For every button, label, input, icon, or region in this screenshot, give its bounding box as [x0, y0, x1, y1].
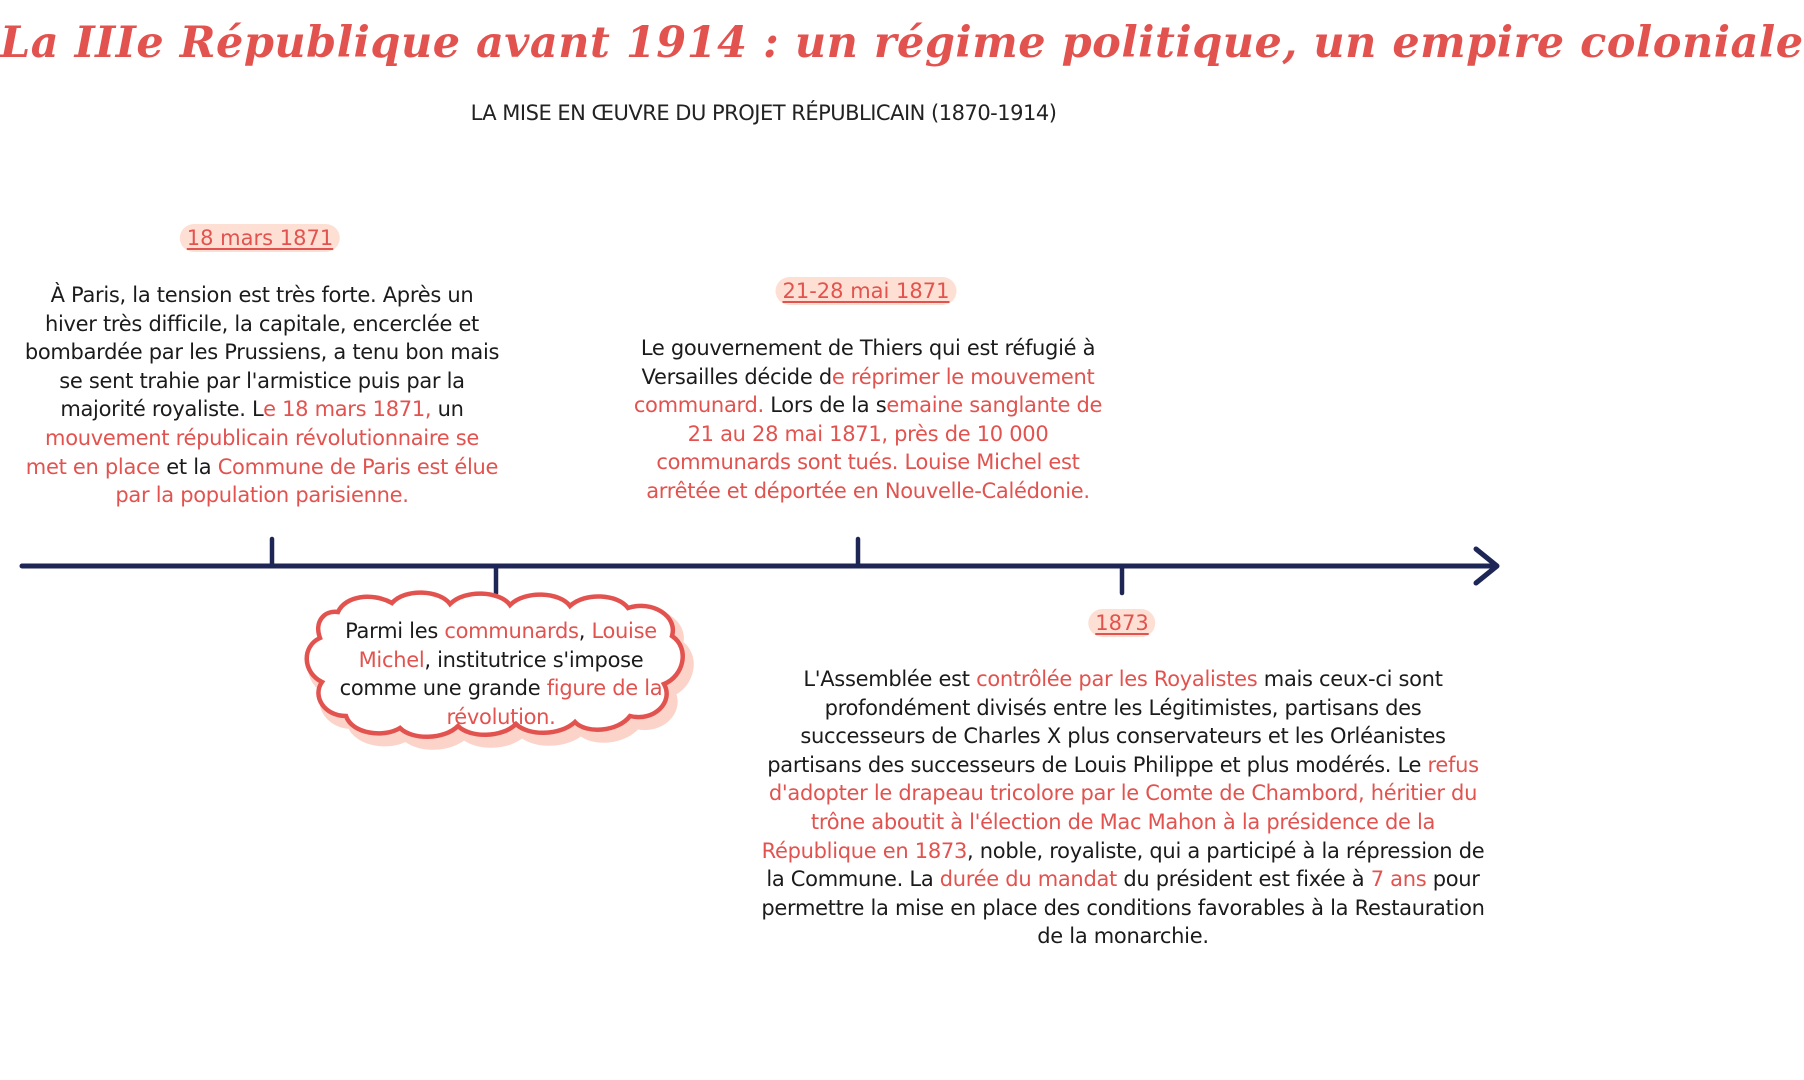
bubble-text-highlight: Louise Michel	[358, 619, 657, 672]
event-text-part: Lors de la s	[763, 393, 887, 418]
louise-michel-bubble-text	[332, 617, 670, 731]
bubble-text-highlight: figure de la révolution.	[446, 676, 663, 729]
event-text-part: Le gouvernement de Thiers qui est réfugié à Versailles décide d	[640, 336, 1096, 389]
event-text-part: pour permettre la mise en place des conditions favorables à la Restauration de la monarchie.	[761, 867, 1485, 949]
event-text-highlight: e 18 mars 1871,	[263, 397, 432, 422]
page-subtitle: LA MISE EN ŒUVRE DU PROJET RÉPUBLICAIN (1870-1914)	[470, 101, 1057, 125]
bubble-text-part: , institutrice s'impose comme une grande	[339, 647, 644, 701]
bubble-text-highlight: communards	[444, 619, 579, 643]
event-date-18-mars-1871: 18 mars 1871	[180, 224, 340, 252]
event-text-18-mars-1871	[22, 281, 502, 510]
event-text-highlight: Commune de Paris est élue par la population parisienne.	[115, 454, 499, 508]
event-text-part: un	[431, 397, 464, 422]
event-text-highlight: 7 ans	[1370, 867, 1427, 892]
event-text-part: mais ceux-ci sont profondément divisés entre les Légitimistes, partisans des successeurs de Charles X plus conservateurs et les Orléanistes partisans des successeurs de Louis Philippe et plus modérés. Le	[767, 667, 1446, 777]
event-text-highlight: emaine sanglante de 21 au 28 mai 1871, près de 10 000 communards sont tués. Louise Michel est arrêtée et déportée en Nouvelle-Calédonie.	[646, 393, 1103, 503]
event-text-part: et la	[159, 454, 218, 479]
event-text-1873	[760, 665, 1486, 951]
event-text-21-28-mai-1871	[618, 334, 1118, 506]
event-text-part: , noble, royaliste, qui a participé à la répression de la Commune. La	[766, 838, 1485, 892]
event-text-highlight: contrôlée par les Royalistes	[976, 667, 1258, 691]
event-date-1873: 1873	[1088, 609, 1155, 637]
event-text-part: L'Assemblée est	[803, 667, 977, 691]
event-text-part: À Paris, la tension est très forte. Après un hiver très difficile, la capitale, encerclée et bombardée par les Prussiens, a tenu bon mais se sent trahie par l'armistice puis par la majorité royaliste. L	[24, 283, 500, 422]
event-date-21-28-mai-1871: 21-28 mai 1871	[776, 277, 957, 305]
event-text-highlight: mouvement républicain révolutionnaire se met en place	[25, 425, 479, 479]
event-text-highlight: e réprimer le mouvement communard.	[633, 364, 1095, 418]
bubble-text-part: ,	[578, 619, 592, 643]
page-title: La IIIe République avant 1914 : un régime politique, un empire coloniale	[0, 18, 1804, 68]
bubble-text-part: Parmi les	[345, 619, 445, 643]
event-text-part: du président est fixée à	[1116, 867, 1371, 892]
event-text-highlight: durée du mandat	[939, 867, 1117, 892]
event-text-highlight: refus d'adopter le drapeau tricolore par le Comte de Chambord, héritier du trône aboutit à l'élection de Mac Mahon à la présidence de la République en 1873	[761, 752, 1479, 863]
